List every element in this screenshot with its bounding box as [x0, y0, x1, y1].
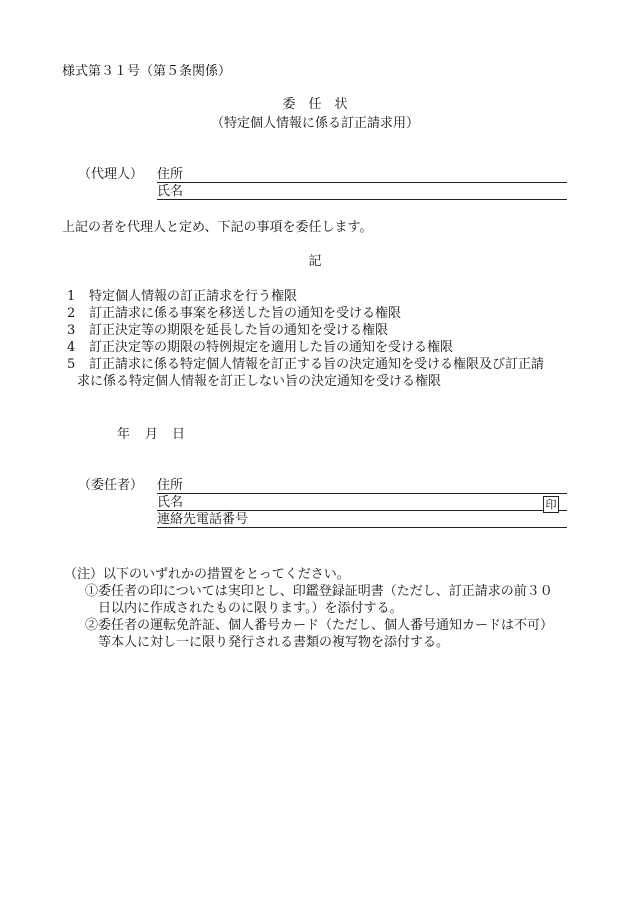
ki-heading: 記 — [308, 254, 322, 269]
authority-text: 訂正請求に係る事案を移送した旨の通知を受ける権限 — [89, 306, 402, 321]
authority-number: 5 — [67, 357, 76, 372]
delegator-name-label: 氏名 — [157, 495, 184, 510]
authority-number: 1 — [67, 289, 76, 304]
agent-label: （代理人） — [78, 167, 144, 182]
delegator-phone-line — [157, 527, 567, 528]
agent-address-label: 住所 — [157, 167, 184, 182]
delegator-phone-label: 連絡先電話番号 — [157, 512, 249, 527]
agent-address-line — [157, 182, 567, 183]
note-item-line: ②委任者の運転免許証、個人番号カード（ただし、個人番号通知カードは不可） — [85, 618, 554, 633]
authority-number: 4 — [67, 340, 76, 355]
delegator-address-line — [157, 493, 567, 494]
authority-number: 2 — [67, 306, 76, 321]
notes-header: （注）以下のいずれかの措置をとってください。 — [64, 567, 350, 582]
delegator-address-label: 住所 — [157, 478, 184, 493]
authority-text: 訂正請求に係る特定個人情報を訂正する旨の決定通知を受ける権限及び訂正請 — [89, 357, 545, 372]
delegator-label: （委任者） — [78, 478, 144, 493]
date-month-label: 月 — [145, 427, 159, 442]
authority-text: 訂正決定等の期限の特例規定を適用した旨の通知を受ける権限 — [89, 340, 454, 355]
authority-text: 特定個人情報の訂正請求を行う権限 — [89, 289, 298, 304]
note-item-line: 日以内に作成されたものに限ります。）を添付する。 — [98, 601, 403, 616]
note-item-line: 等本人に対し一に限り発行される書類の複写物を添付する。 — [98, 635, 450, 650]
delegation-statement: 上記の者を代理人と定め、下記の事項を委任します。 — [62, 220, 373, 235]
seal-mark: 印 — [543, 496, 559, 513]
date-day-label: 日 — [172, 427, 186, 442]
agent-name-label: 氏名 — [157, 184, 184, 199]
delegator-name-line — [157, 510, 567, 511]
note-item-line: ①委任者の印については実印とし、印鑑登録証明書（ただし、訂正請求の前３０ — [85, 584, 553, 599]
authority-number: 3 — [67, 323, 76, 338]
authority-text: 訂正決定等の期限を延長した旨の通知を受ける権限 — [89, 323, 389, 338]
form-number: 様式第３１号（第５条関係） — [62, 64, 232, 79]
authority-text-continued: 求に係る特定個人情報を訂正しない旨の決定通知を受ける権限 — [77, 374, 442, 389]
document-subtitle: （特定個人情報に係る訂正請求用） — [210, 116, 419, 131]
date-year-label: 年 — [117, 427, 131, 442]
document-title: 委 任 状 — [282, 97, 348, 112]
agent-name-line — [157, 199, 567, 200]
